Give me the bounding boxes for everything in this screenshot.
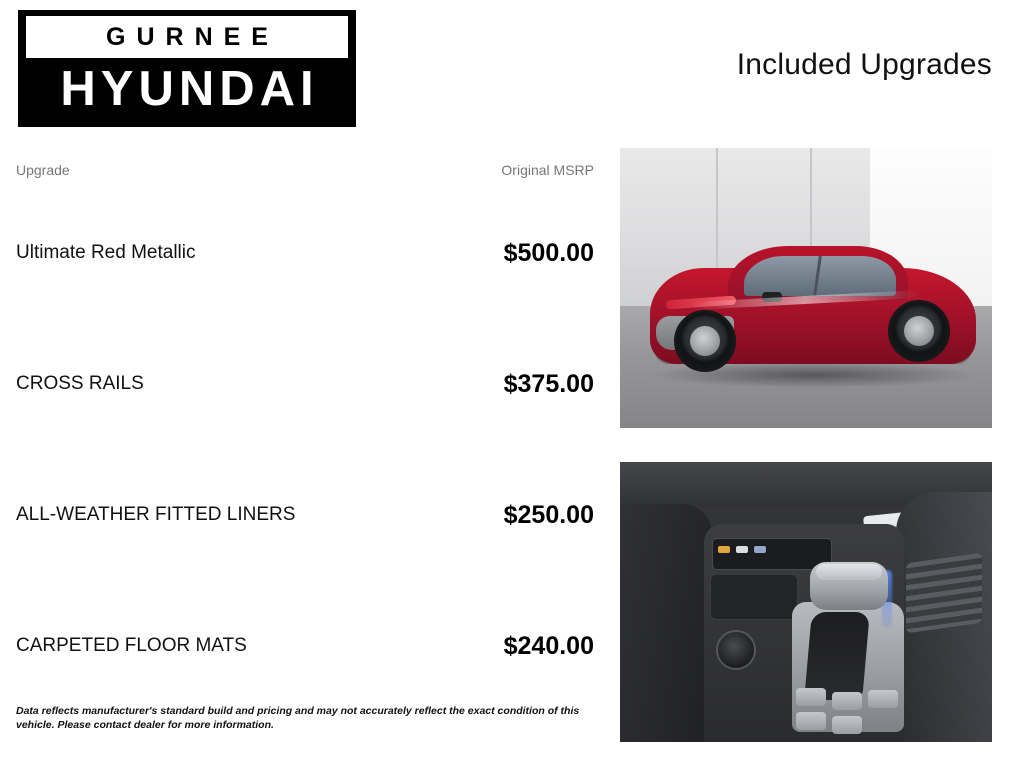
page-title: Included Upgrades (736, 48, 992, 81)
indicator-light (718, 546, 730, 553)
upgrade-name: CARPETED FLOOR MATS (16, 635, 247, 656)
rear-wheel (888, 300, 950, 362)
logo-top-band (26, 16, 348, 58)
driver-seat (620, 504, 712, 742)
console-side-trim (906, 553, 982, 634)
cup-holder (716, 630, 756, 670)
column-header-upgrade: Upgrade (16, 162, 70, 178)
vehicle-interior-image (620, 462, 992, 742)
console-button (796, 688, 826, 706)
indicator-light (754, 546, 766, 553)
upgrade-name: ALL-WEATHER FITTED LINERS (16, 504, 296, 525)
shift-knob-top (816, 564, 882, 580)
logo-bottom-band (26, 58, 348, 120)
indicator-light (736, 546, 748, 553)
disclaimer-text: Data reflects manufacturer's standard build and pricing and may not accurately reflect the exact condition of this vehicle. Please contact dealer for more information. (16, 705, 580, 732)
front-wheel (674, 310, 736, 372)
page-header (0, 0, 1024, 140)
storage-tray (710, 574, 798, 620)
upgrade-name: Ultimate Red Metallic (16, 242, 196, 263)
console-button (796, 712, 826, 730)
upgrade-price: $240.00 (503, 631, 594, 660)
upgrade-price: $500.00 (503, 238, 594, 267)
wheel-hub (690, 326, 720, 356)
table-row (0, 236, 610, 270)
console-button (832, 716, 862, 734)
column-header-msrp: Original MSRP (501, 162, 594, 178)
wheel-hub (904, 316, 934, 346)
shifter-boot (804, 612, 870, 700)
upgrades-table (0, 148, 610, 748)
console-control-panel (712, 538, 832, 570)
dealer-logo (18, 10, 356, 127)
upgrade-price: $375.00 (503, 369, 594, 398)
table-row (0, 367, 610, 401)
console-button (832, 692, 862, 710)
upgrade-name: CROSS RAILS (16, 373, 144, 394)
logo-hyundai-text: HYUNDAI (60, 61, 319, 116)
table-row (0, 629, 610, 663)
console-button (868, 690, 898, 708)
table-row (0, 498, 610, 532)
upgrade-price: $250.00 (503, 500, 594, 529)
vehicle-exterior-image (620, 148, 992, 428)
logo-gurnee-text: GURNEE (106, 22, 279, 51)
